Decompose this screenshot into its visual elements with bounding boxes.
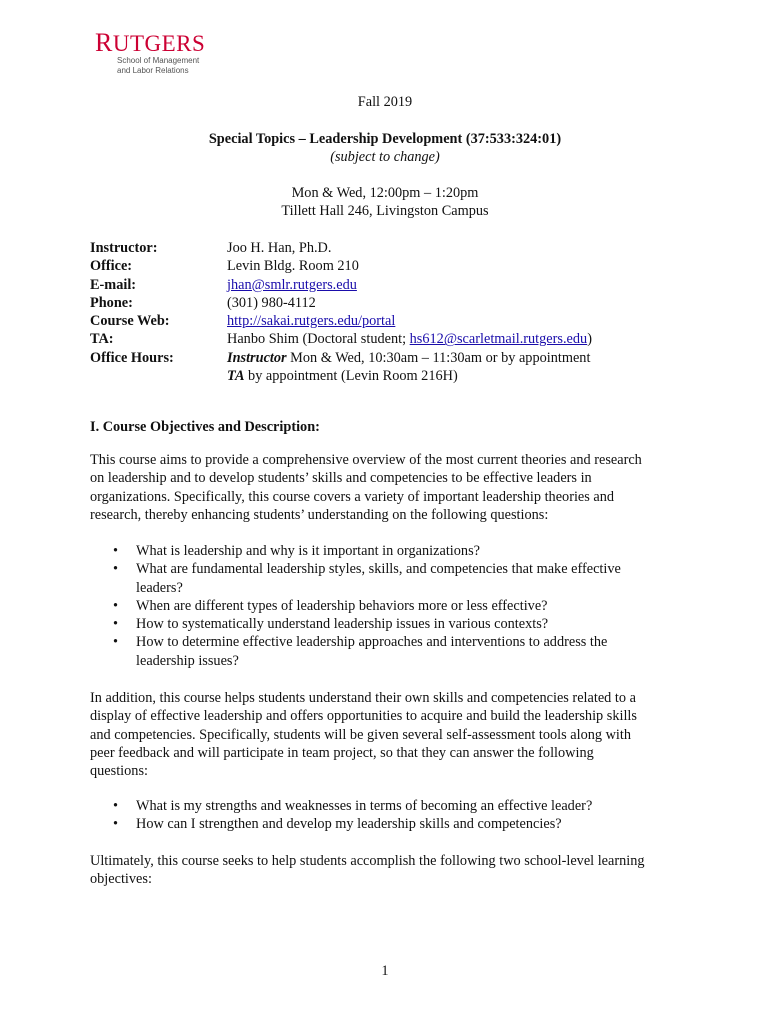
rutgers-logo (95, 28, 206, 75)
ta-row (90, 330, 592, 348)
office-label: Office: (90, 258, 133, 275)
office-hours-instructor: Instructor Mon & Wed, 10:30am – 11:30am or by appointment (227, 349, 591, 366)
phone-value: (301) 980-4112 (227, 294, 316, 311)
office-hours-ta-row (90, 367, 592, 385)
instructor-value: Joo H. Han, Ph.D. (227, 240, 332, 256)
question-list-2 (111, 797, 671, 834)
office-hours-label: Office Hours: (90, 349, 174, 366)
list-item: • How to systematically understand leadership issues in various contexts? (111, 615, 671, 633)
paragraph-objectives: This course aims to provide a comprehensive overview of the most current theories and research on leadership and to develop students’ skills and competencies to be effective leaders in organizations. Specifically, this course covers a variety of important leadership theories and research, thereby enhancing students’ understanding on the following questions: (90, 452, 642, 523)
list-item: • What is my strengths and weaknesses in terms of becoming an effective leader? (111, 797, 671, 815)
list-item: • How to determine effective leadership approaches and interventions to address the leadership issues? (111, 633, 671, 670)
list-item: • What are fundamental leadership styles, skills, and competencies that make effective leaders? (111, 560, 671, 597)
ta-value: Hanbo Shim (Doctoral student; hs612@scarletmail.rutgers.edu) (227, 331, 592, 348)
question-list-1 (111, 542, 671, 670)
ta-label: TA: (90, 331, 114, 348)
course-web-row (90, 312, 592, 330)
logo-wordmark: RUTGERS (95, 28, 206, 57)
office-value: Levin Bldg. Room 210 (227, 258, 359, 275)
office-hours-ta: TA by appointment (Levin Room 216H) (227, 368, 458, 385)
ta-email-link[interactable]: hs612@scarletmail.rutgers.edu (409, 331, 588, 348)
logo-subtitle-line1: School of Management (117, 56, 200, 65)
list-item: • What is leadership and why is it important in organizations? (111, 542, 671, 560)
instructor-label: Instructor: (90, 240, 158, 256)
course-web-link[interactable]: http://sakai.rutgers.edu/portal (227, 313, 396, 330)
instructor-row (90, 239, 592, 257)
email-row (90, 276, 592, 294)
office-hours-row (90, 349, 592, 367)
instructor-email-link[interactable]: jhan@smlr.rutgers.edu (227, 276, 357, 293)
term: Fall 2019 (357, 94, 413, 110)
paragraph-skills: In addition, this course helps students understand their own skills and competencies related to a display of effective leadership and offers opportunities to acquire and build the leadership skills and competencies. Specifically, students will be given several self-assessment tools along with peer feedback and will participate in team project, so that they can answer the following questions: (90, 690, 637, 780)
course-title: Special Topics – Leadership Development (37:533:324:01) (208, 131, 562, 147)
list-item: • When are different types of leadership behaviors more or less effective? (111, 597, 671, 615)
course-location: Tillett Hall 246, Livingston Campus (281, 203, 489, 219)
logo-subtitle-line2: and Labor Relations (117, 66, 189, 75)
phone-label: Phone: (90, 294, 133, 311)
paragraph-learning-objectives: Ultimately, this course seeks to help students accomplish the following two school-level learning objectives: (90, 853, 645, 888)
course-web-label: Course Web: (90, 313, 170, 330)
course-schedule: Mon & Wed, 12:00pm – 1:20pm (291, 185, 479, 201)
course-subtitle: (subject to change) (330, 149, 440, 165)
phone-row (90, 294, 592, 312)
section-heading: I. Course Objectives and Description: (90, 419, 320, 435)
office-row (90, 257, 592, 275)
course-info (90, 239, 592, 385)
list-item: • How can I strengthen and develop my leadership skills and competencies? (111, 815, 671, 833)
page-number: 1 (381, 963, 389, 979)
email-label: E-mail: (90, 276, 137, 293)
